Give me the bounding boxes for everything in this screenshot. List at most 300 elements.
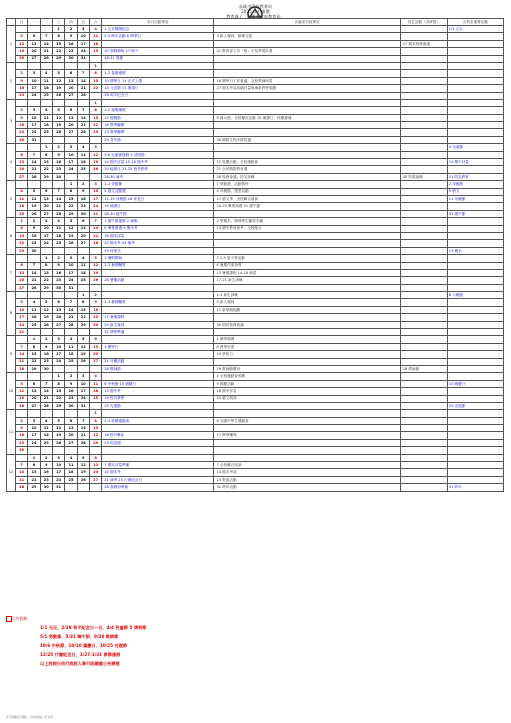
- day-cell: 4: [15, 188, 27, 195]
- event-side-b: [447, 114, 503, 121]
- event-side-b: [447, 462, 503, 469]
- day-cell: 19: [52, 432, 64, 439]
- legend-label: 公告假期: [12, 616, 28, 621]
- day-cell: 4: [40, 417, 52, 424]
- day-cell: 21: [15, 358, 27, 365]
- event-side-b: 1/1 元旦: [447, 26, 503, 33]
- event-left: 26-30 端午節: [102, 210, 214, 217]
- day-cell: 18: [15, 203, 27, 210]
- event-side-a: [400, 306, 447, 313]
- day-cell: 24: [65, 166, 77, 173]
- day-cell: [77, 173, 89, 180]
- week-row: [7, 114, 504, 121]
- event-side-a: [400, 92, 447, 99]
- day-cell: 15: [52, 388, 64, 395]
- day-cell: 24: [77, 48, 89, 55]
- event-left: 22 期末考 24 補考: [102, 240, 214, 247]
- day-cell: 7: [77, 70, 89, 77]
- event-side-b: 14 期中評量: [447, 159, 503, 166]
- event-side-b: [447, 388, 503, 395]
- event-side-b: 10 國慶日: [447, 380, 503, 387]
- event-mid: 12 校慶活動，全校運動會: [214, 159, 400, 166]
- event-side-b: [447, 425, 503, 432]
- event-side-b: [447, 469, 503, 476]
- day-cell: 9: [52, 262, 64, 269]
- day-cell: 16: [77, 195, 89, 202]
- event-side-a: [400, 33, 447, 40]
- day-cell: 15: [40, 269, 52, 276]
- day-cell: 7: [89, 218, 101, 225]
- day-cell: [52, 365, 64, 372]
- day-cell: 20: [89, 469, 101, 476]
- day-cell: 22: [65, 203, 77, 210]
- event-left: 29 休業式: [102, 247, 214, 254]
- day-cell: 6: [65, 417, 77, 424]
- day-cell: 11: [65, 343, 77, 350]
- day-cell: 15: [28, 351, 40, 358]
- day-cell: 31: [65, 284, 77, 291]
- week-row: [7, 292, 504, 299]
- day-cell: 8: [89, 107, 101, 114]
- day-cell: 10: [77, 33, 89, 40]
- day-cell: [15, 410, 27, 417]
- event-mid: [214, 232, 400, 239]
- day-cell: [28, 292, 40, 299]
- event-side-b: [447, 33, 503, 40]
- event-side-a: [400, 343, 447, 350]
- day-cell: 20: [28, 395, 40, 402]
- event-side-a: [400, 454, 447, 461]
- event-side-b: [447, 447, 503, 454]
- day-cell: 30: [52, 284, 64, 291]
- day-cell: 29: [15, 247, 27, 254]
- event-side-b: [447, 166, 503, 173]
- event-side-a: [400, 255, 447, 262]
- day-cell: [52, 136, 64, 143]
- day-cell: 13: [65, 114, 77, 121]
- week-row: [7, 402, 504, 409]
- event-mid: 6 暑期作業指導: [214, 262, 400, 269]
- event-side-b: [447, 48, 503, 55]
- event-mid: 31 跨年活動: [214, 484, 400, 491]
- event-left: 23 教學觀摩: [102, 129, 214, 136]
- event-mid: 21 全民國防教育週: [214, 166, 400, 173]
- day-cell: 25: [40, 129, 52, 136]
- event-side-b: 31 跨年: [447, 484, 503, 491]
- day-cell: 19: [65, 232, 77, 239]
- event-mid: 5 新人報到: [214, 299, 400, 306]
- day-cell: 6: [52, 299, 64, 306]
- day-header-fri: 五: [77, 19, 89, 26]
- day-cell: 9: [65, 380, 77, 387]
- event-side-a: [400, 55, 447, 62]
- event-side-b: [447, 240, 503, 247]
- event-side-a: [400, 417, 447, 424]
- day-header-tue: 二: [40, 19, 52, 26]
- event-side-a: [400, 166, 447, 173]
- day-cell: 25: [89, 48, 101, 55]
- day-cell: 2: [40, 336, 52, 343]
- event-left: 17 暑期課程: [102, 314, 214, 321]
- day-cell: 17: [52, 351, 64, 358]
- day-cell: 21: [77, 432, 89, 439]
- day-cell: 6: [28, 33, 40, 40]
- day-cell: 23: [65, 48, 77, 55]
- day-cell: 16: [40, 469, 52, 476]
- event-left: 5 藝文活動週: [102, 188, 214, 195]
- event-left: [102, 454, 214, 461]
- event-mid: 24 聖誕活動: [214, 476, 400, 483]
- day-cell: [77, 365, 89, 372]
- week-row: [7, 173, 504, 180]
- event-side-b: [447, 336, 503, 343]
- day-cell: 26: [52, 92, 64, 99]
- event-side-b: [447, 151, 503, 158]
- event-left: [102, 284, 214, 291]
- day-cell: 18: [77, 269, 89, 276]
- day-cell: 1: [52, 26, 64, 33]
- day-cell: 17: [77, 388, 89, 395]
- event-side-b: [447, 343, 503, 350]
- week-row: [7, 232, 504, 239]
- day-cell: 4: [77, 144, 89, 151]
- event-side-a: [400, 321, 447, 328]
- event-side-b: [447, 262, 503, 269]
- event-side-b: [447, 410, 503, 417]
- event-mid: [214, 425, 400, 432]
- day-cell: [52, 329, 64, 336]
- week-row: [7, 351, 504, 358]
- day-cell: 30: [40, 365, 52, 372]
- event-left: 7 期末評量準備: [102, 462, 214, 469]
- week-row: [7, 395, 504, 402]
- day-cell: 2: [65, 26, 77, 33]
- day-cell: 27: [15, 173, 27, 180]
- day-cell: 1: [40, 255, 52, 262]
- day-cell: 16: [52, 159, 64, 166]
- event-mid: 1-3 新生訓練: [214, 292, 400, 299]
- day-cell: [15, 373, 27, 380]
- event-side-b: [447, 203, 503, 210]
- week-row: [7, 255, 504, 262]
- event-mid: [214, 62, 400, 69]
- event-side-a: [400, 114, 447, 121]
- event-mid: [214, 284, 400, 291]
- event-side-a: [400, 402, 447, 409]
- day-cell: 2: [28, 218, 40, 225]
- week-col-header: [7, 19, 16, 26]
- day-cell: 15: [52, 40, 64, 47]
- event-side-b: 4 兒童節: [447, 144, 503, 151]
- day-cell: 3: [77, 26, 89, 33]
- day-cell: 22: [15, 240, 27, 247]
- day-cell: [28, 329, 40, 336]
- day-cell: 2: [40, 454, 52, 461]
- week-row: [7, 380, 504, 387]
- day-cell: 22: [28, 476, 40, 483]
- day-cell: 15: [89, 77, 101, 84]
- event-left: [102, 269, 214, 276]
- day-cell: 26: [15, 402, 27, 409]
- event-mid: 8 婦女節，全校慶祝活動 15 補課日，校慶籌備: [214, 114, 400, 121]
- event-side-a: [400, 151, 447, 158]
- day-cell: [15, 336, 27, 343]
- event-side-a: [400, 107, 447, 114]
- week-row: [7, 40, 504, 47]
- event-side-a: [400, 240, 447, 247]
- day-cell: 18: [40, 432, 52, 439]
- event-mid: 17 藝文季，全校聯合展演: [214, 195, 400, 202]
- event-left: 2-3 校慶運動會: [102, 417, 214, 424]
- event-mid: 4 全校運動會預賽: [214, 373, 400, 380]
- day-cell: [77, 62, 89, 69]
- day-cell: [40, 410, 52, 417]
- event-side-a: [400, 62, 447, 69]
- day-cell: 10: [89, 188, 101, 195]
- day-cell: [65, 365, 77, 372]
- note-line: 12/25 行憲紀念日、1/27-1/31 春節連假: [40, 652, 121, 657]
- day-cell: 24: [89, 203, 101, 210]
- month-number: 9: [7, 336, 16, 373]
- day-cell: 3: [65, 144, 77, 151]
- day-cell: 20: [28, 48, 40, 55]
- event-left: 1-2 連假補假: [102, 107, 214, 114]
- day-cell: 19: [77, 469, 89, 476]
- event-left: 1 開學日: [102, 343, 214, 350]
- events-side-a-header: 其它活動（含研習）: [400, 19, 447, 26]
- event-side-b: [447, 314, 503, 321]
- week-row: [7, 62, 504, 69]
- day-cell: 14: [28, 269, 40, 276]
- event-side-a: [400, 247, 447, 254]
- day-cell: [28, 181, 40, 188]
- day-cell: 1: [40, 144, 52, 151]
- event-mid: 6 全國中學生運動會: [214, 417, 400, 424]
- day-cell: 14: [77, 114, 89, 121]
- day-cell: [89, 447, 101, 454]
- day-cell: 8: [77, 299, 89, 306]
- day-cell: 25: [65, 476, 77, 483]
- event-side-b: [447, 432, 503, 439]
- day-cell: 17: [65, 159, 77, 166]
- event-side-a: [400, 48, 447, 55]
- event-side-b: 25 光復節: [447, 402, 503, 409]
- event-side-b: [447, 439, 503, 446]
- day-cell: 10: [77, 380, 89, 387]
- event-mid: 24-25 畢業典禮 31 端午節: [214, 203, 400, 210]
- event-mid: 2 學期末，辦理學生離校手續: [214, 218, 400, 225]
- event-left: 29 青年節: [102, 136, 214, 143]
- day-cell: [15, 255, 27, 262]
- day-cell: 4: [28, 299, 40, 306]
- day-cell: 19: [40, 314, 52, 321]
- day-cell: 11: [89, 380, 101, 387]
- month-number: 3: [7, 99, 16, 143]
- week-row: [7, 299, 504, 306]
- day-cell: 9: [15, 425, 27, 432]
- event-side-a: [400, 351, 447, 358]
- month-number: 1: [7, 26, 16, 63]
- week-row: [7, 129, 504, 136]
- day-cell: [65, 410, 77, 417]
- event-mid: [214, 107, 400, 114]
- day-cell: 5: [89, 144, 101, 151]
- event-side-a: [400, 476, 447, 483]
- event-left: [102, 62, 214, 69]
- event-left: 4-5 跨年活動 6 開學日: [102, 33, 214, 40]
- day-cell: 27: [77, 240, 89, 247]
- week-row: [7, 85, 504, 92]
- day-cell: 2: [89, 292, 101, 299]
- day-cell: 25: [40, 92, 52, 99]
- day-cell: 22: [52, 48, 64, 55]
- day-cell: 15: [15, 232, 27, 239]
- day-cell: [65, 329, 77, 336]
- week-row: [7, 329, 504, 336]
- day-cell: 23: [28, 240, 40, 247]
- event-left: [102, 144, 214, 151]
- event-mid: 28 校務會議，防災演練: [214, 173, 400, 180]
- day-cell: [52, 410, 64, 417]
- week-row: [7, 92, 504, 99]
- event-mid: 14 期末考試: [214, 469, 400, 476]
- calendar-table: [6, 18, 504, 492]
- day-cell: [15, 144, 27, 151]
- day-cell: 26: [89, 166, 101, 173]
- day-cell: [40, 292, 52, 299]
- day-cell: 13: [52, 306, 64, 313]
- day-cell: 15: [65, 195, 77, 202]
- day-cell: [65, 173, 77, 180]
- day-cell: [89, 55, 101, 62]
- day-cell: 26: [52, 129, 64, 136]
- day-cell: 12: [15, 40, 27, 47]
- day-cell: 29: [52, 402, 64, 409]
- day-cell: 9: [15, 77, 27, 84]
- event-side-b: [447, 99, 503, 106]
- day-cell: 5: [52, 417, 64, 424]
- day-cell: 5: [89, 255, 101, 262]
- day-cell: 14: [15, 469, 27, 476]
- day-cell: 26: [65, 240, 77, 247]
- event-mid: 1 勞動節，活動暫停: [214, 181, 400, 188]
- day-cell: [40, 329, 52, 336]
- day-cell: [89, 92, 101, 99]
- day-cell: 20: [40, 203, 52, 210]
- day-cell: 26: [52, 439, 64, 446]
- event-side-a: [400, 144, 447, 151]
- event-side-a: [400, 484, 447, 491]
- day-cell: 7: [77, 417, 89, 424]
- week-row: [7, 99, 504, 106]
- day-cell: 19: [15, 48, 27, 55]
- day-cell: 31: [28, 136, 40, 143]
- day-cell: [40, 373, 52, 380]
- week-row: [7, 425, 504, 432]
- day-cell: 29: [28, 484, 40, 491]
- day-cell: 28: [77, 439, 89, 446]
- event-side-a: [400, 469, 447, 476]
- day-cell: 12: [77, 343, 89, 350]
- event-mid: [214, 358, 400, 365]
- day-cell: 17: [52, 469, 64, 476]
- day-cell: [52, 447, 64, 454]
- day-cell: 31: [89, 210, 101, 217]
- event-mid: [214, 26, 400, 33]
- event-left: 6 畢業典禮 9 期末考: [102, 225, 214, 232]
- day-cell: 16: [65, 40, 77, 47]
- event-side-a: [400, 447, 447, 454]
- event-side-a: [400, 284, 447, 291]
- note-line: 10/6 中秋節、10/10 國慶日、10/25 光復節: [40, 643, 128, 648]
- event-mid: [214, 99, 400, 106]
- day-cell: 3: [65, 255, 77, 262]
- day-cell: 12: [52, 77, 64, 84]
- event-left: 28 和平紀念日: [102, 92, 214, 99]
- day-cell: 24: [52, 358, 64, 365]
- day-cell: 16: [15, 85, 27, 92]
- day-cell: 1: [52, 373, 64, 380]
- day-cell: 21: [52, 203, 64, 210]
- day-cell: 24: [40, 240, 52, 247]
- day-cell: 5: [77, 454, 89, 461]
- day-cell: 20: [77, 232, 89, 239]
- day-cell: [15, 62, 27, 69]
- event-left: 3-6 兒童節連假 5 清明節: [102, 151, 214, 158]
- day-cell: 12: [52, 425, 64, 432]
- month-number: 12: [7, 454, 16, 491]
- day-cell: 8: [89, 70, 101, 77]
- day-cell: 21: [28, 166, 40, 173]
- day-cell: 26: [28, 210, 40, 217]
- day-cell: 2: [52, 144, 64, 151]
- day-cell: 4: [89, 26, 101, 33]
- day-cell: 23: [15, 129, 27, 136]
- event-side-b: [447, 225, 503, 232]
- event-side-a: [400, 26, 447, 33]
- day-cell: 13: [89, 462, 101, 469]
- event-side-a: [400, 129, 447, 136]
- event-side-b: [447, 70, 503, 77]
- event-side-a: [400, 292, 447, 299]
- day-cell: 31: [52, 484, 64, 491]
- day-cell: 1: [89, 62, 101, 69]
- day-cell: 11: [40, 425, 52, 432]
- day-cell: 9: [28, 225, 40, 232]
- day-cell: 27: [89, 476, 101, 483]
- week-row: [7, 336, 504, 343]
- day-cell: [65, 484, 77, 491]
- event-side-b: [447, 454, 503, 461]
- event-left: 2-3 暑期輔導: [102, 262, 214, 269]
- day-cell: 11: [15, 195, 27, 202]
- day-cell: [77, 99, 89, 106]
- event-mid: 7 全校聯合展演: [214, 462, 400, 469]
- day-cell: 17: [28, 432, 40, 439]
- day-cell: 1: [89, 410, 101, 417]
- day-cell: 25: [89, 395, 101, 402]
- event-mid: [214, 402, 400, 409]
- event-left: [102, 425, 214, 432]
- day-cell: 30: [65, 402, 77, 409]
- day-cell: [52, 247, 64, 254]
- day-cell: 10: [28, 114, 40, 121]
- day-cell: 14: [77, 77, 89, 84]
- day-cell: 17: [28, 85, 40, 92]
- day-cell: 2: [15, 417, 27, 424]
- day-cell: 15: [89, 114, 101, 121]
- event-mid: [214, 40, 400, 47]
